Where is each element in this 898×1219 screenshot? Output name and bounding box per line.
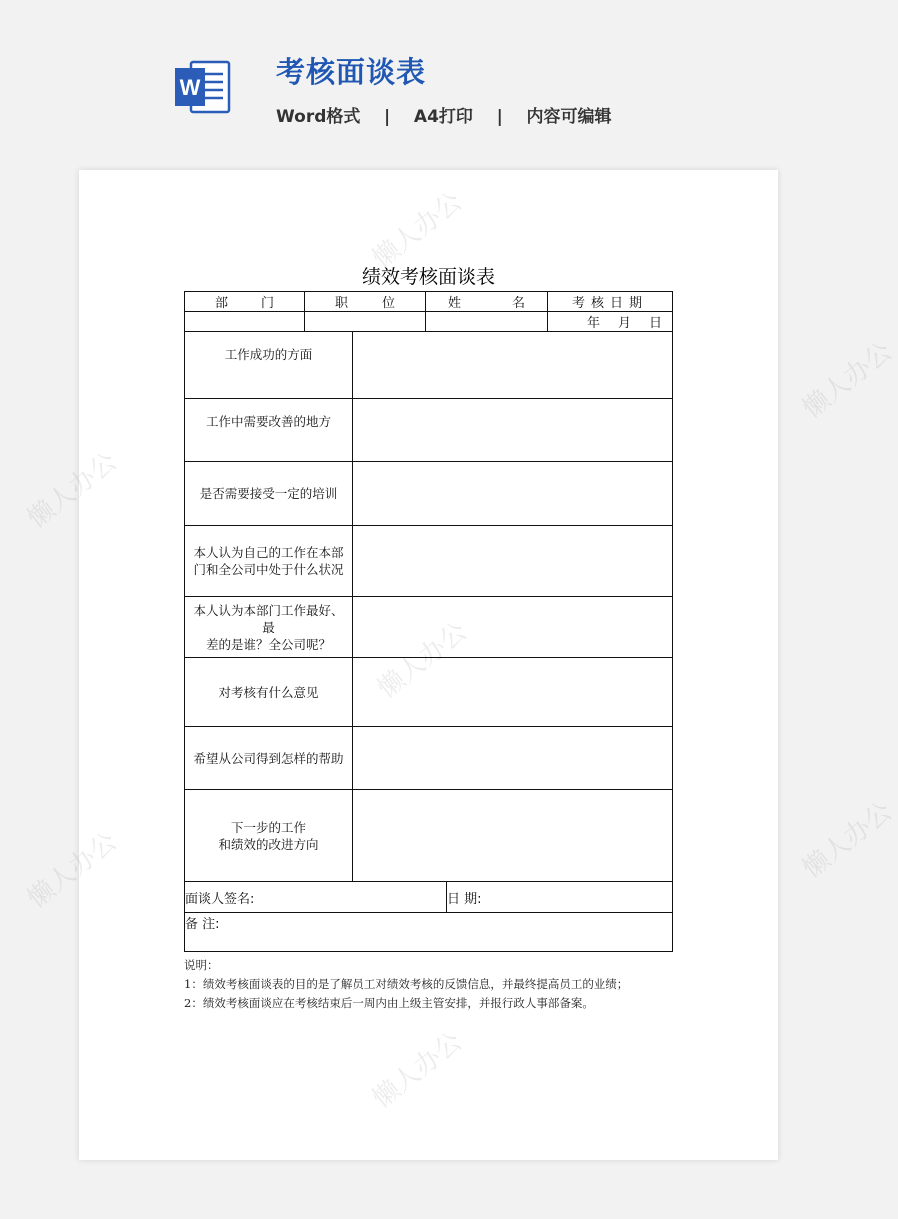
row-label: 下一步的工作 和绩效的改进方向 [185,790,353,882]
table-row [185,727,673,790]
document-title: 绩效考核面谈表 [361,266,495,288]
page-subtitle: Word格式 | A4打印 | 内容可编辑 [276,107,612,127]
table-row [185,332,673,399]
row-label: 是否需要接受一定的培训 [185,462,353,526]
answer-cell[interactable] [353,597,673,658]
explanation-heading: 说明： [184,958,219,972]
table-row [185,597,673,658]
department-header: 部 门 [185,292,305,312]
watermark: 懒人办公 [797,796,898,885]
remark-row [185,913,673,952]
watermark: 懒人办公 [367,186,468,275]
answer-cell[interactable] [353,790,673,882]
row-label: 工作中需要改善的地方 [185,399,353,462]
svg-text:W: W [179,75,201,100]
table-row [185,399,673,462]
watermark: 懒人办公 [22,446,123,535]
appraisal-date-header: 考核日期 [548,292,673,312]
position-header: 职 位 [305,292,426,312]
row-label: 希望从公司得到怎样的帮助 [185,727,353,790]
page-header [0,0,860,150]
watermark: 懒人办公 [22,826,123,915]
department-field[interactable] [185,312,305,332]
table-row [185,790,673,882]
explanation-notes [184,956,628,1013]
row-label: 本人认为本部门工作最好、最 差的是谁？全公司呢？ [185,597,353,658]
date-field[interactable]: 年 月 日 [548,312,673,332]
appraisal-form-table [184,291,673,952]
info-input-row [185,312,673,332]
answer-cell[interactable] [353,332,673,399]
table-row [185,658,673,727]
explanation-item: 2：绩效考核面谈应在考核结束后一周内由上级主管安排，并报行政人事部备案。 [184,996,594,1010]
answer-cell[interactable] [353,727,673,790]
watermark: 懒人办公 [797,336,898,425]
answer-cell[interactable] [353,399,673,462]
row-label: 工作成功的方面 [185,332,353,399]
header-row [185,292,673,312]
table-row [185,526,673,597]
interviewer-signature-field[interactable]: 面谈人签名: [185,882,447,913]
answer-cell[interactable] [353,658,673,727]
row-label: 本人认为自己的工作在本部 门和全公司中处于什么状况 [185,526,353,597]
name-field[interactable] [426,312,548,332]
table-row [185,462,673,526]
answer-cell[interactable] [353,462,673,526]
remark-field[interactable]: 备 注: [185,913,673,952]
position-field[interactable] [305,312,426,332]
watermark: 懒人办公 [367,1026,468,1115]
answer-cell[interactable] [353,526,673,597]
row-label: 对考核有什么意见 [185,658,353,727]
signature-row [185,882,673,913]
watermark: 懒人办公 [372,616,473,705]
name-header: 姓 名 [426,292,548,312]
signature-date-field[interactable]: 日 期: [447,882,673,913]
document-page [22,170,898,1160]
word-icon [175,60,231,114]
page-title: 考核面谈表 [276,55,427,89]
explanation-item: 1：绩效考核面谈表的目的是了解员工对绩效考核的反馈信息，并最终提高员工的业绩； [184,977,629,991]
